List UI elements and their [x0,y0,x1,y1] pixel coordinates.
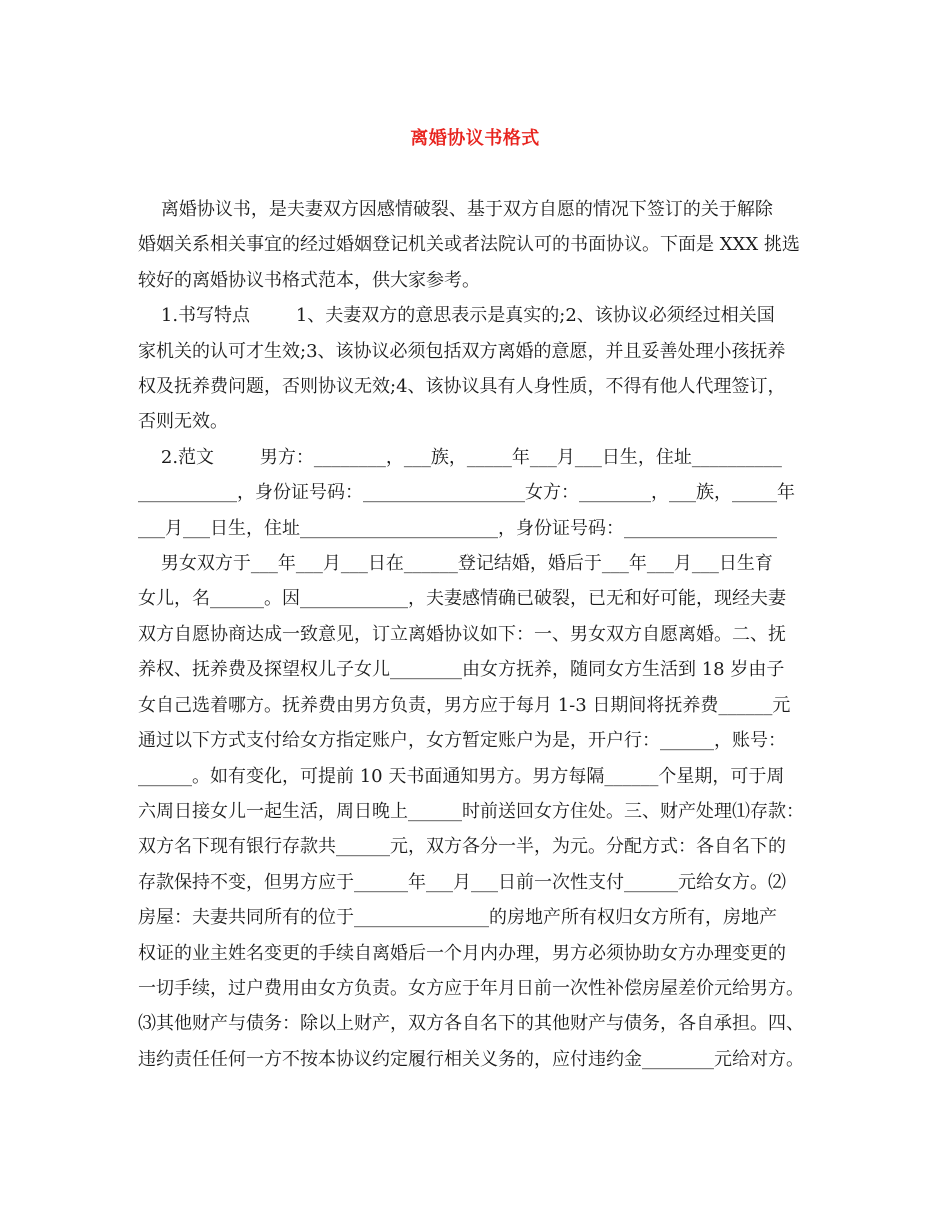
body-line: 养权、抚养费及探望权儿子女儿________由女方抚养，随同女方生活到 18 岁由子 [138,659,785,681]
body-line: 房屋：夫妻共同所有的位于_______________的房地产所有权归女方所有，房地产 [138,907,777,929]
body-line: 存款保持不变，但男方应于______年___月___日前一次性支付______元给女方。⑵ [138,871,786,893]
body-line: 双方名下现有银行存款共______元，双方各分一半，为元。分配方式：各自名下的 [138,836,786,858]
body-line: 权及抚养费问题，否则协议无效;4、该协议具有人身性质，不得有他人代理签订， [138,376,786,398]
body-line: ______。如有变化，可提前 10 天书面通知男方。男方每隔______个星期，可于周 [138,765,785,787]
body-line: ⑶其他财产与债务：除以上财产，双方各自名下的其他财产与债务，各自承担。四、 [138,1013,804,1035]
body-line: 六周日接女儿一起生活，周日晚上______时前送回女方住处。三、财产处理⑴存款： [138,800,804,822]
body-line: 离婚协议书，是夫妻双方因感情破裂、基于双方自愿的情况下签订的关于解除 [138,199,773,220]
document-body [138,192,814,1077]
body-line: 通过以下方式支付给女方指定账户，女方暂定账户为是，开户行：______，账号： [138,730,786,752]
body-line: 较好的离婚协议书格式范本，供大家参考。 [138,269,480,291]
body-line: ___月___日生，住址______________________，身份证号码：_________________ [138,517,777,539]
body-line: 女儿，名______。因____________，夫妻感情确已破裂，已无和好可能，现经夫妻 [138,588,786,610]
body-line: 权证的业主姓名变更的手续自离婚后一个月内办理，男方必须协助女方办理变更的 [138,942,786,964]
body-line: 双方自愿协商达成一致意见，订立离婚协议如下：一、男女双方自愿离婚。二、抚 [138,623,786,645]
body-line: 婚姻关系相关事宜的经过婚姻登记机关或者法院认可的书面协议。下面是 XXX 挑选 [138,234,800,256]
body-line: 男女双方于___年___月___日在______登记结婚，婚后于___年___月___日生育 [138,553,773,575]
document-title: 离婚协议书格式 [410,128,540,149]
body-line: 违约责任任何一方不按本协议约定履行相关义务的，应付违约金________元给对方。 [138,1048,804,1070]
body-line: 否则无效。 [138,411,228,433]
body-line: 家机关的认可才生效;3、该协议必须包括双方离婚的意愿，并且妥善处理小孩抚养 [138,340,786,362]
body-line: 2.范文 男方：________，___族，_____年___月___日生，住址__________ [138,446,782,468]
body-line: 1.书写特点 1、夫妻双方的意思表示是真实的;2、该协议必须经过相关国 [138,305,775,327]
body-line: 女自己选着哪方。抚养费由男方负责，男方应于每月 1-3 日期间将抚养费______元 [138,694,791,716]
body-line: 一切手续，过户费用由女方负责。女方应于年月日前一次性补偿房屋差价元给男方。 [138,977,804,999]
body-line: ___________，身份证号码：__________________女方：________，___族，_____年 [138,482,795,504]
